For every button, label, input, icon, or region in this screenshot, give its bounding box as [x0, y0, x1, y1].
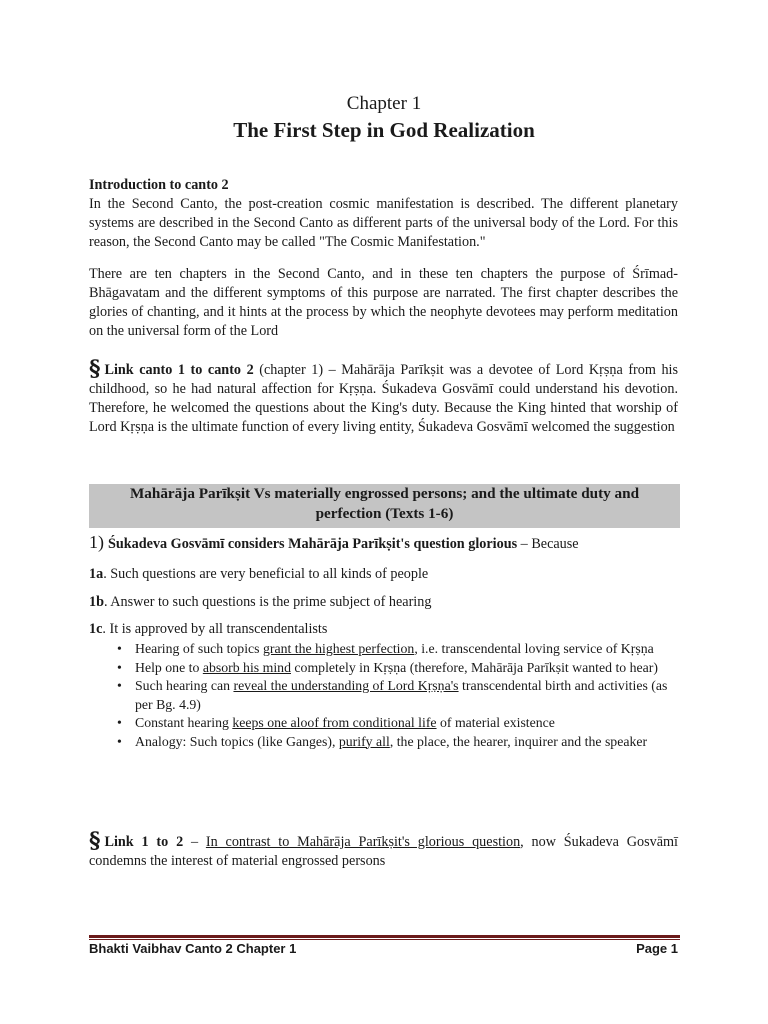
point-1c-text: . It is approved by all transcendentalists — [102, 621, 328, 637]
link2-text: , now Śukadeva Gosvāmī condemns the interest of material engrossed persons — [89, 834, 678, 869]
point-1b-label: 1b — [89, 594, 104, 610]
point-1a-text: . Such questions are very beneficial to all kinds of people — [103, 566, 429, 582]
underlined-phrase: purify all — [338, 733, 390, 749]
intro-heading: Introduction to canto 2 — [89, 177, 229, 193]
underlined-phrase: grant the highest perfection — [262, 641, 415, 656]
list-item: • Help one to absorb his mind completely in Kṛṣṇa (therefore, Mahārāja Parīkṣit wanted to hear) — [89, 659, 678, 678]
link-canto1-canto2 — [89, 356, 679, 437]
footer-rule-thin — [89, 939, 680, 940]
list-item: • Analogy: Such topics (like Ganges), purify all, the place, the hearer, inquirer and the speaker — [89, 733, 678, 752]
intro-paragraph-2: There are ten chapters in the Second Canto, and in these ten chapters the purpose of Śrīmad-Bhāgavatam and the different symptoms of this purpose are narrated. The first chapter describes the glories of chanting, and it hints at the process by which the neophyte devotees may perform meditation on the universal form of the Lord — [89, 266, 678, 339]
section-1-number: 1) — [89, 532, 104, 552]
intro-paragraph-1: In the Second Canto, the post-creation cosmic manifestation is described. The different planetary systems are described in the Second Canto as different parts of the universal body of the Lord. For this reason, the Second Canto may be called "The Cosmic Manifestation." — [89, 196, 678, 250]
intro-section — [89, 176, 678, 252]
point-1c — [89, 621, 689, 638]
intro-paragraph-2-wrap — [89, 265, 678, 341]
link-1-to-2 — [89, 828, 678, 871]
list-item: • Hearing of such topics grant the highest perfection, i.e. transcendental loving service of Kṛṣṇa — [89, 640, 678, 659]
chapter-title: The First Step in God Realization — [233, 118, 535, 142]
section-1-title: Śukadeva Gosvāmī considers Mahārāja Parīkṣit's question glorious — [108, 536, 518, 552]
link1-paragraph — [89, 356, 679, 437]
point-1a-label: 1a — [89, 566, 104, 582]
section-mark-icon: § — [89, 828, 101, 854]
underlined-phrase: keeps one aloof from conditional life — [232, 715, 437, 730]
link1-label: Link canto 1 to canto 2 — [104, 362, 254, 378]
point-1b — [89, 594, 689, 611]
underlined-phrase: reveal the understanding of Lord Kṛṣṇa's — [233, 678, 459, 693]
point-1c-label: 1c — [89, 621, 103, 637]
link2-dash: – — [183, 834, 206, 850]
chapter-number: Chapter 1 — [346, 93, 422, 114]
point-1b-text: . Answer to such questions is the prime subject of hearing — [103, 594, 432, 610]
link2-label: Link 1 to 2 — [104, 834, 184, 850]
link2-underlined: In contrast to Mahārāja Parīkṣit's glorious question — [205, 834, 521, 850]
section-mark-icon: § — [89, 356, 101, 382]
footer-title: Bhakti Vaibhav Canto 2 Chapter 1 — [89, 941, 297, 956]
list-item: • Constant hearing keeps one aloof from conditional life of material existence — [89, 714, 678, 733]
footer-rule-thick — [89, 935, 680, 938]
point-1a — [89, 566, 689, 583]
list-item: • Such hearing can reveal the understanding of Lord Kṛṣṇa's transcendental birth and activities (as per Bg. 4.9) — [89, 677, 678, 714]
section-1-heading — [89, 532, 689, 553]
section-banner — [89, 484, 680, 528]
link2-paragraph — [89, 828, 678, 871]
banner-line-1: Mahārāja Parīkṣit Vs materially engrossed persons; and the ultimate duty and — [129, 485, 640, 502]
link1-text: (chapter 1) – Mahārāja Parīkṣit was a devotee of Lord Kṛṣṇa from his childhood, so he had natural affection for Kṛṣṇa. Śukadeva Gosvāmī could understand his devotion. Therefore, he welcomed the questions about the King's duty. Because the King hinted that worship of Lord Kṛṣṇa is the ultimate function of every living entity, Śukadeva Gosvāmī welcomed the suggestion — [89, 362, 679, 435]
section-1-suffix: – Because — [517, 536, 579, 552]
page-number: Page 1 — [636, 941, 678, 956]
banner-line-2: perfection (Texts 1-6) — [315, 505, 454, 522]
underlined-phrase: absorb his mind — [202, 659, 291, 675]
bullet-list — [89, 640, 678, 751]
